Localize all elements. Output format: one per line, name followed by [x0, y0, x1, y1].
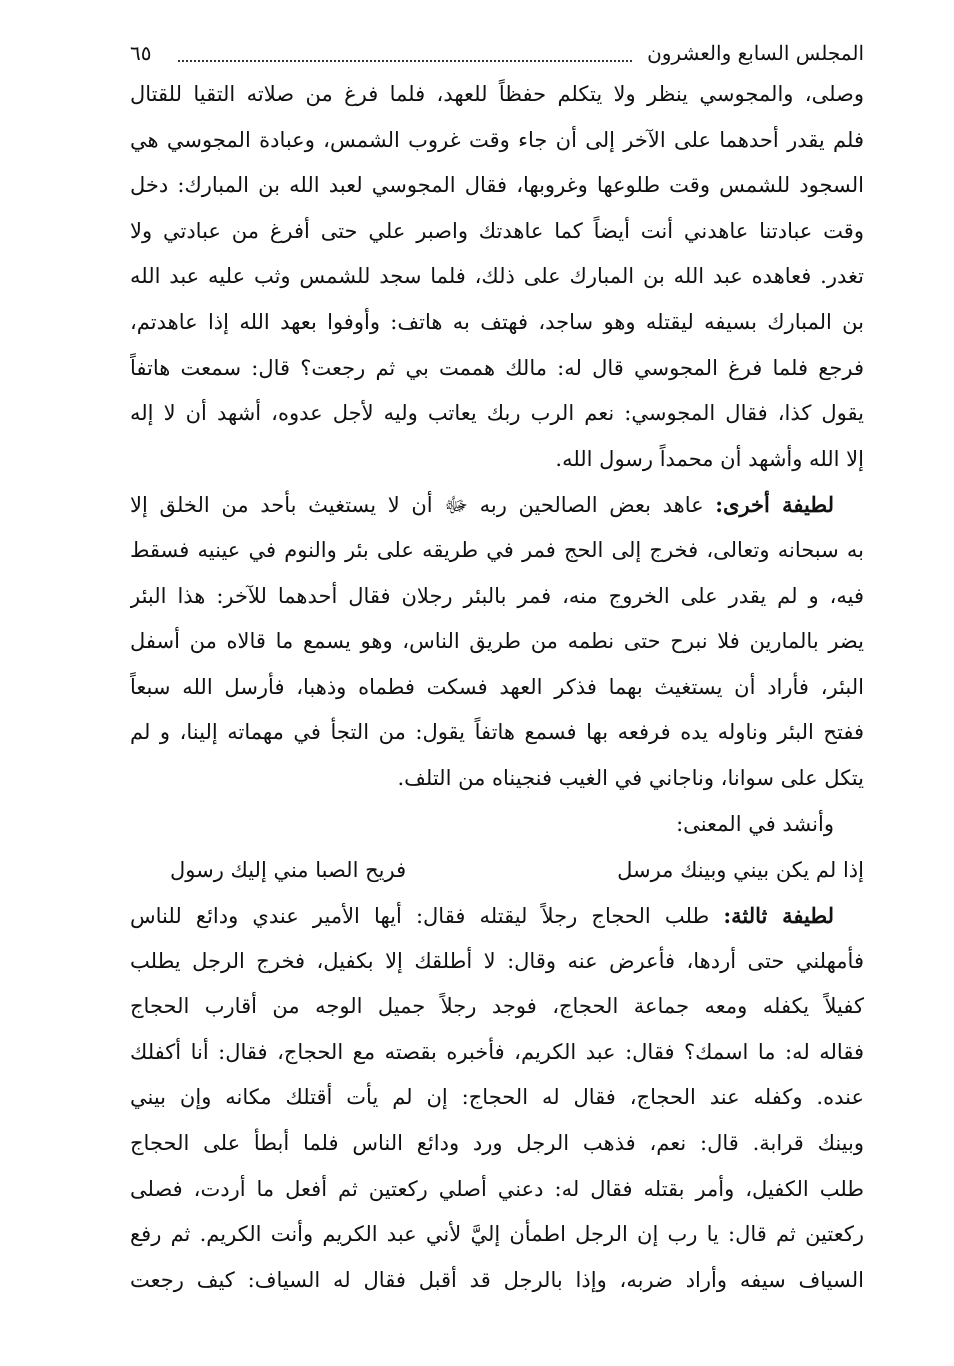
paragraph-latifa-ukhra [130, 482, 864, 801]
section-lead: لطيفة ثالثة: [723, 903, 834, 929]
text-line: فقاله له: ما اسمك؟ فقال: عبد الكريم، فأخبره بقصته مع الحجاج، فقال: أنا أكفلك [130, 1039, 864, 1064]
text-line: فيه، و لم يقدر على الخروج منه، فمر بالبئر رجلان فقال أحدهما للآخر: هذا البئر [130, 583, 864, 608]
text-line: فلم يقدر أحدهما على الآخر إلى أن جاء وقت غروب الشمس، وعبادة المجوسي هي [130, 127, 864, 152]
section-lead: لطيفة أخرى: [715, 492, 834, 518]
verse-second-hemistich: فريح الصبا مني إليك رسول [170, 858, 407, 883]
book-page [130, 36, 864, 1303]
verse-intro: وأنشد في المعنى: [676, 811, 834, 836]
text-line: فرجع فلما فرغ المجوسي قال له: مالك هممت بي ثم رجعت؟ قال: سمعت هاتفاً [130, 355, 864, 380]
text-line: وصلى، والمجوسي ينظر ولا يتكلم حفظاً للعهد، فلما فرغ من صلاته التقيا للقتال [130, 82, 864, 106]
paragraph-first-line [130, 893, 864, 939]
text-span: طلب الحجاج رجلاً ليقتله فقال: أيها الأمير عندي ودائع للناس [130, 904, 710, 929]
text-line: ففتح البئر وناوله يده فرفعه بها فسمع هاتفاً يقول: من التجأ في مهماته إلينا، و لم [130, 720, 864, 745]
text-line: السياف سيفه وأراد ضربه، وإذا بالرجل قد أقبل فقال له السياف: كيف رجعت [130, 1267, 864, 1292]
text-line: كفيلاً يكفله ومعه جماعة الحجاج، فوجد رجلاً جميل الوجه من أقارب الحجاج [130, 994, 864, 1019]
verse-first-hemistich: إذا لم يكن بيني وبينك مرسل [617, 858, 864, 883]
text-line: يقول كذا، فقال المجوسي: نعم الرب ربك يعاتب وليه لأجل عدوه، أشهد أن لا إله [130, 401, 864, 426]
text-span: عاهد بعض الصالحين ربه ﷻ أن لا يستغيث بأحد من الخلق إلا [130, 493, 704, 518]
paragraph-latifa-thalitha [130, 893, 864, 1303]
running-header [130, 36, 864, 70]
text-line: عنده. وكفله عند الحجاج، فقال له الحجاج: إن لم يأت أقتلك مكانه وإن بيني [130, 1085, 864, 1110]
text-line: به سبحانه وتعالى، فخرج إلى الحج فمر في طريقه على بئر والنوم في عينيه فسقط [130, 537, 864, 562]
paragraph-continuation [130, 72, 864, 482]
header-dotted-rule [178, 60, 632, 62]
text-line: السجود للشمس وقت طلوعها وغروبها، فقال المجوسي لعبد الله بن المبارك: دخل [130, 173, 864, 198]
text-line: البئر، فأراد أن يستغيث بهما فذكر العهد فسكت فطماه وذهبا، فأرسل الله سبعاً [130, 674, 864, 699]
paragraph-first-line [130, 482, 864, 528]
page-number: ٦٥ [130, 36, 157, 70]
text-line: وقت عبادتنا عاهدني أنت أيضاً كما عاهدتك واصبر علي حتى أفرغ من عبادتي ولا [130, 218, 864, 243]
text-line: تغدر. فعاهده عبد الله بن المبارك على ذلك، فلما سجد للشمس وثب عليه عبد الله [130, 264, 864, 289]
text-line: ركعتين ثم قال: يا رب إن الرجل اطمأن إليَّ لأني عبد الكريم وأنت الكريم. ثم رفع [130, 1222, 864, 1247]
poem-verse [130, 847, 864, 893]
text-line: بن المبارك بسيفه ليقتله وهو ساجد، فهتف به هاتف: وأوفوا بعهد الله إذا عاهدتم، [130, 309, 864, 334]
text-line: طلب الكفيل، وأمر بقتله فقال له: دعني أصلي ركعتين ثم أفعل ما أردت، فصلى [130, 1176, 864, 1201]
text-line: يتكل على سوانا، وناجاني في الغيب فنجيناه من التلف. [397, 765, 864, 790]
text-line: إلا الله وأشهد أن محمداً رسول الله. [555, 446, 864, 471]
text-line: فأمهلني حتى أردها، فأعرض عنه وقال: لا أطلقك إلا بكفيل، فخرج الرجل يطلب [130, 948, 864, 973]
body-text [130, 72, 864, 1303]
text-line: وبينك قرابة. قال: نعم، فذهب الرجل ورد ودائع الناس فلما أبطأ على الحجاج [130, 1131, 864, 1156]
text-line: يضر بالمارين فلا نبرح حتى نطمه من طريق الناس، وهو يسمع ما قالاه من أسفل [130, 629, 864, 654]
running-title: المجلس السابع والعشرون [641, 36, 864, 70]
